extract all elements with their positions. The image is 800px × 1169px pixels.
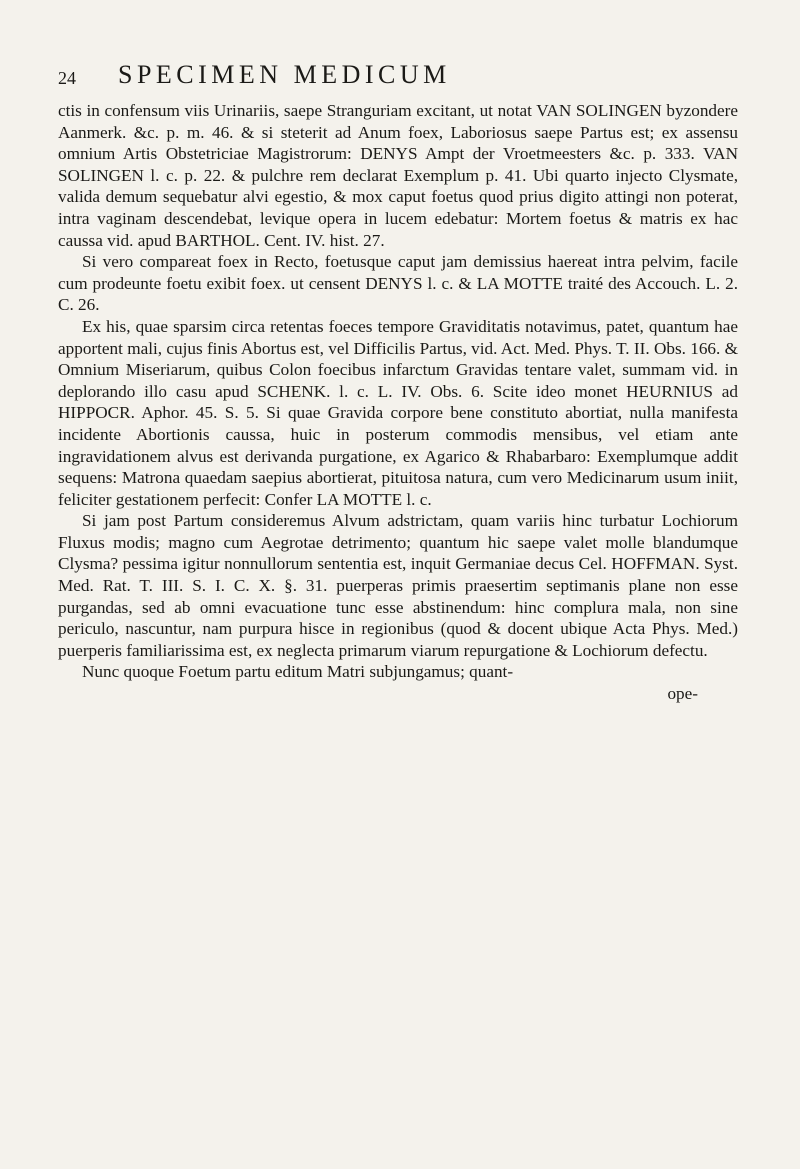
- paragraph-1: ctis in confensum viis Urinariis, saepe Stranguriam excitant, ut notat VAN SOLINGEN byzondere Aanmerk. &c. p. m. 46. & si steterit ad Anum foex, Laboriosus saepe Partus est; ex assensu omnium Artis Obstetriciae Magistrorum: DENYS Ampt der Vroetmeesters &c. p. 333. VAN SOLINGEN l. c. p. 22. & pulchre rem declarat Exemplum p. 41. Ubi quarto injecto Clysmate, valida demum sequebatur alvi egestio, & mox caput foetus quod prius digito attingi non poterat, intra vaginam descendebat, levique opera in lucem edebatur: Mortem foetus & matris ex hac caussa vid. apud BARTHOL. Cent. IV. hist. 27.: [58, 101, 738, 250]
- running-head: SPECIMEN MEDICUM: [118, 60, 451, 89]
- paragraph-3: Ex his, quae sparsim circa retentas foeces tempore Graviditatis notavimus, patet, quantum hae apportent mali, cujus finis Abortus est, vel Difficilis Partus, vid. Act. Med. Phys. T. II. Obs. 166. & Omnium Miseriarum, quibus Colon foecibus infarctum Gravidas tentare valet, summam vid. in deplorando illo casu apud SCHENK. l. c. L. IV. Obs. 6. Scite ideo monet HEURNIUS ad HIPPOCR. Aphor. 45. S. 5. Si quae Gravida corpore bene constituto abortiat, nulla manifesta incidente Abortionis caussa, huic in posterum commodis mensibus, vel etiam ante ingravidationem alvus est derivanda purgatione, ex Agarico & Rhabarbaro: Exemplumque addit sequens: Matrona quaedam saepius abortierat, pituitosa natura, cum vero Medicinarum usum iniit, feliciter gestationem perfecit: Confer LA MOTTE l. c.: [58, 316, 738, 509]
- page-number: 24: [58, 68, 76, 88]
- paragraph-5: Nunc quoque Foetum partu editum Matri subjungamus; quant-: [82, 662, 514, 682]
- catchword: ope-: [667, 684, 698, 704]
- paragraph-2: Si vero compareat foex in Recto, foetusque caput jam demissius haereat intra pelvim, facile cum prodeunte foetu exibit foex. ut censent DENYS l. c. & LA MOTTE traité des Accouch. L. 2. C. 26.: [58, 252, 738, 315]
- paragraph-4: Si jam post Partum consideremus Alvum adstrictam, quam variis hinc turbatur Lochiorum Fluxus modis; magno cum Aegrotae detrimento; quantum hic saepe valet molle blandumque Clysma? pessima igitur nonnullorum sententia est, inquit Germaniae decus Cel. HOFFMAN. Syst. Med. Rat. T. III. S. I. C. X. §. 31. puerperas primis praesertim septimanis plane non esse purgandas, sed ab omni evacuatione tunc esse abstinendum: hinc complura mala, non sine periculo, nascuntur, nam purpura hisce in regionibus (quod & docent ubique Acta Phys. Med.) puerperis familiarissima est, ex neglecta primarum viarum repurgatione & Lochiorum defectu.: [58, 511, 738, 660]
- page-header: [58, 58, 738, 90]
- body-text: [58, 100, 738, 705]
